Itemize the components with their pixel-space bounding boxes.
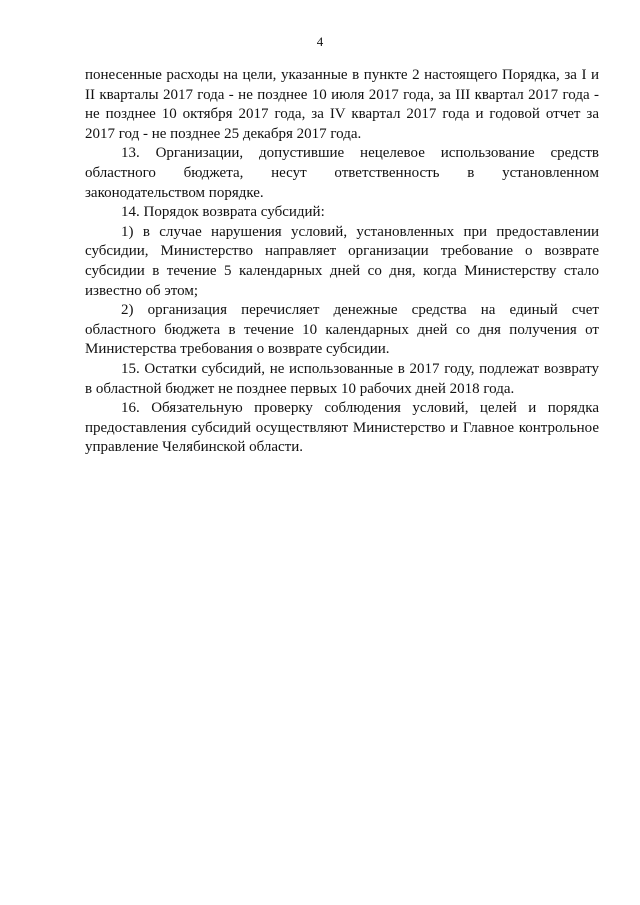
page-number: 4 — [316, 34, 324, 49]
paragraph-16: 16. Обязательную проверку соблюдения условий, целей и порядка предоставления субсидий осуществляют Министерство и Главное контрольное управление Челябинской области. — [85, 400, 599, 456]
paragraph-14-heading: 14. Порядок возврата субсидий: — [121, 204, 325, 221]
paragraph-15: 15. Остатки субсидий, не использованные в 2017 году, подлежат возврату в областной бюджет не позднее первых 10 рабочих дней 2018 года. — [85, 360, 599, 397]
document-body — [85, 66, 599, 458]
paragraph-14-item-2: 2) организация перечисляет денежные средства на единый счет областного бюджета в течение 10 календарных дней со дня получения от Министерства требования о возврате субсидии. — [85, 302, 599, 358]
paragraph-14-item-1: 1) в случае нарушения условий, установленных при предоставлении субсидии, Министерство направляет организации требование о возврате субсидии в течение 5 календарных дней со дня, когда Министерству стало известно об этом; — [85, 223, 599, 299]
paragraph-continuation: понесенные расходы на цели, указанные в пункте 2 настоящего Порядка, за I и II кварталы 2017 года - не позднее 10 июля 2017 года, за III квартал 2017 года - не позднее 10 октября 2017 года, за IV квартал 2017 года и годовой отчет за 2017 год - не позднее 25 декабря 2017 года. — [85, 67, 599, 142]
paragraph-13: 13. Организации, допустившие нецелевое использование средств областного бюджета, несут ответственность в установленном законодательством порядке. — [85, 145, 599, 201]
